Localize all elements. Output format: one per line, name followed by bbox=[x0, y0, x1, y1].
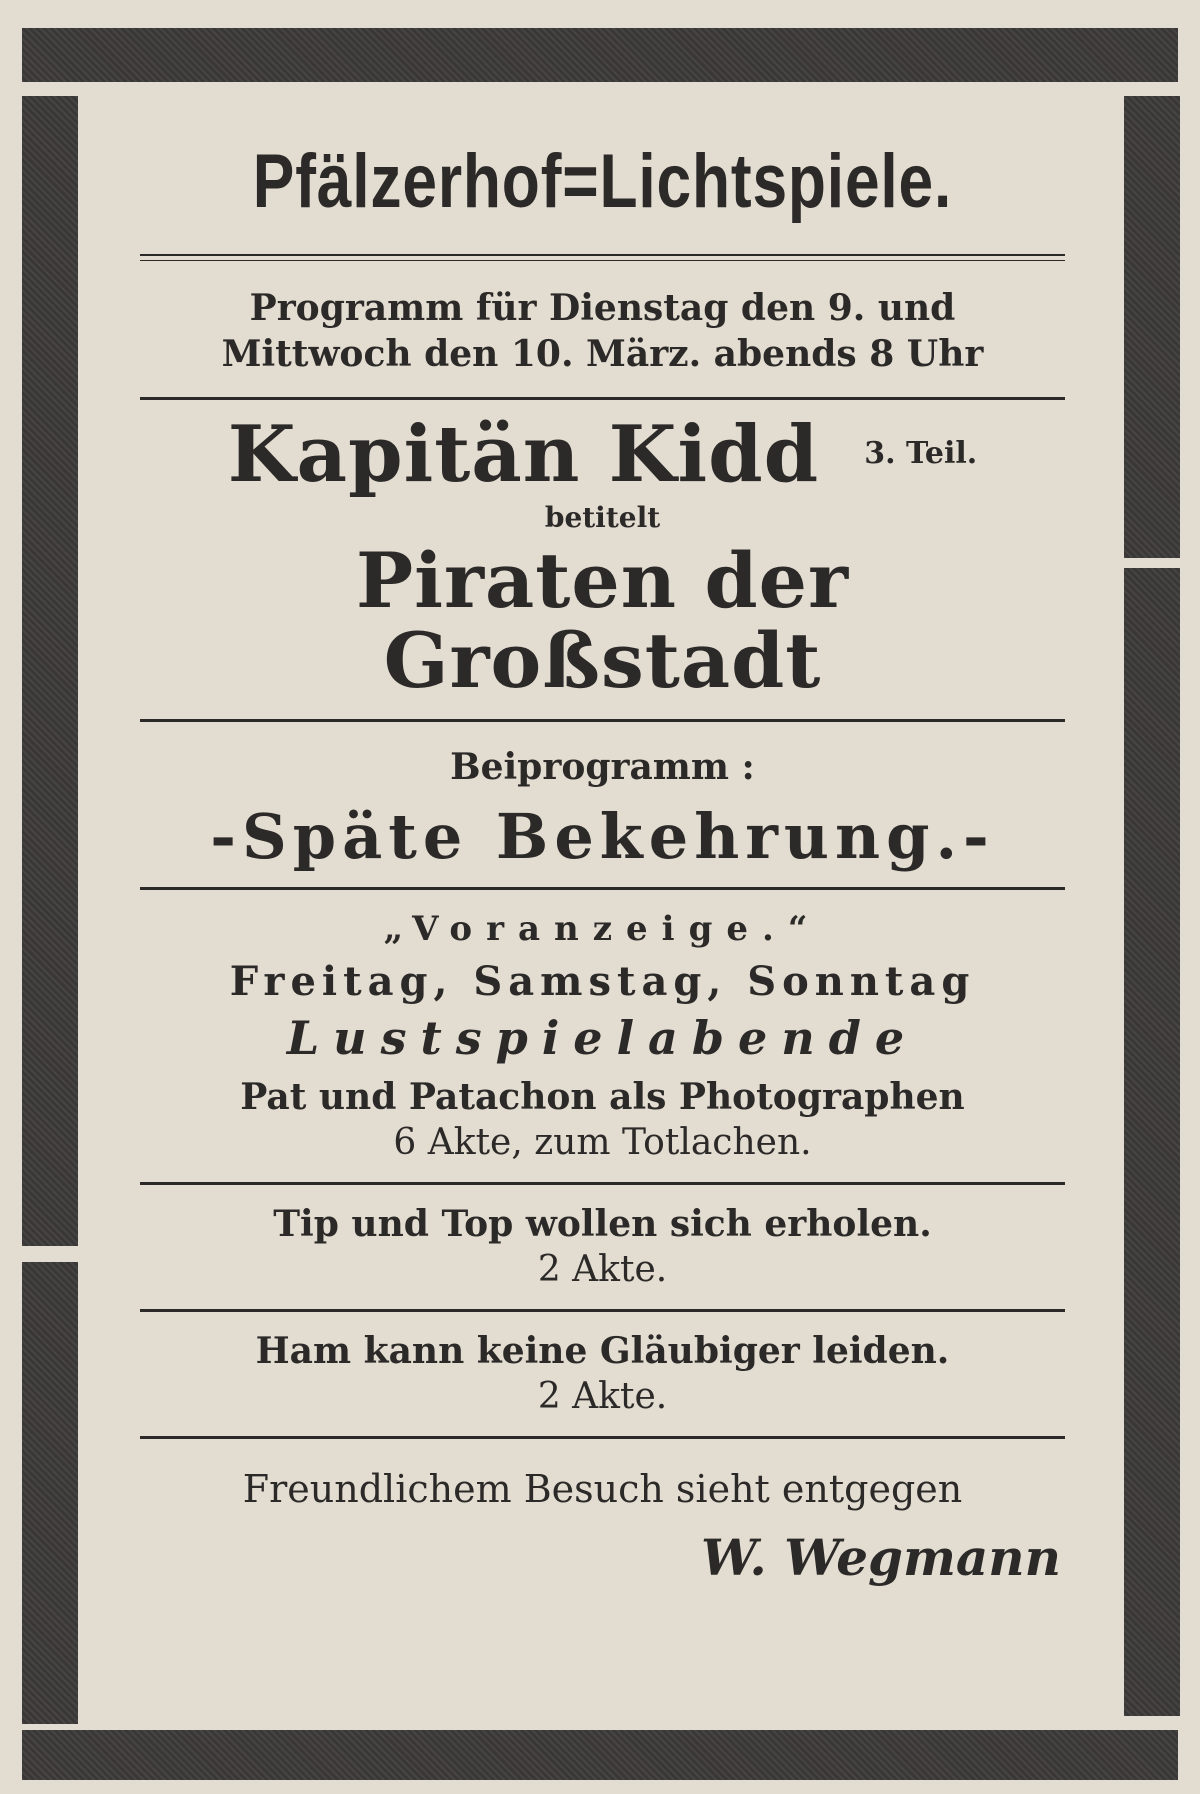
border-left-upper bbox=[22, 96, 78, 1246]
closing-block bbox=[140, 1465, 1065, 1587]
supporting-title: -Späte Bekehrung.- bbox=[210, 800, 995, 874]
divider bbox=[140, 887, 1065, 890]
film-entry bbox=[140, 1328, 1065, 1420]
program-line-2: Mittwoch den 10. März. abends 8 Uhr bbox=[221, 332, 984, 375]
preview-days: Freitag, Samstag, Sonntag bbox=[229, 957, 976, 1005]
border-right-lower bbox=[1124, 568, 1180, 1716]
film-acts: 2 Akte. bbox=[537, 1376, 668, 1418]
border-top bbox=[22, 28, 1178, 82]
program-info bbox=[140, 285, 1065, 377]
feature-block bbox=[140, 408, 1065, 706]
signature: W. Wegmann bbox=[700, 1527, 1061, 1587]
cinema-title: Pfälzerhof=Lichtspiele. bbox=[252, 139, 953, 224]
feature-part: 3. Teil. bbox=[864, 435, 978, 471]
divider bbox=[140, 1436, 1065, 1439]
divider bbox=[140, 1182, 1065, 1185]
divider bbox=[140, 254, 1065, 261]
divider bbox=[140, 719, 1065, 722]
film-title: Tip und Top wollen sich erholen. bbox=[273, 1202, 932, 1245]
feature-heading bbox=[140, 408, 1065, 500]
supporting-label: Beiprogramm : bbox=[450, 746, 755, 789]
border-bottom bbox=[22, 1730, 1178, 1780]
closing-text: Freundlichem Besuch sieht entgegen bbox=[242, 1467, 963, 1512]
divider bbox=[140, 397, 1065, 400]
border-right-upper bbox=[1124, 96, 1180, 558]
border-left-lower bbox=[22, 1262, 78, 1724]
film-title: Ham kann keine Gläubiger leiden. bbox=[255, 1330, 950, 1373]
feature-name: Kapitän Kidd bbox=[227, 408, 820, 500]
preview-label: „Voranzeige.“ bbox=[383, 909, 822, 950]
program-line-1: Programm für Dienstag den 9. und bbox=[249, 286, 956, 329]
advertisement bbox=[140, 110, 1065, 1710]
feature-subtitle-label: betitelt bbox=[544, 500, 661, 534]
film-entry bbox=[140, 1201, 1065, 1293]
divider bbox=[140, 1309, 1065, 1312]
preview-event: Lustspielabende bbox=[286, 1010, 919, 1065]
supporting-block bbox=[140, 744, 1065, 874]
film-acts: 2 Akte. bbox=[537, 1249, 668, 1291]
feature-subtitle: Piraten der Großstadt bbox=[355, 536, 849, 706]
preview-film: Pat und Patachon als Photographen bbox=[240, 1075, 965, 1118]
preview-block bbox=[140, 908, 1065, 1166]
preview-film-note: 6 Akte, zum Totlachen. bbox=[393, 1121, 812, 1163]
